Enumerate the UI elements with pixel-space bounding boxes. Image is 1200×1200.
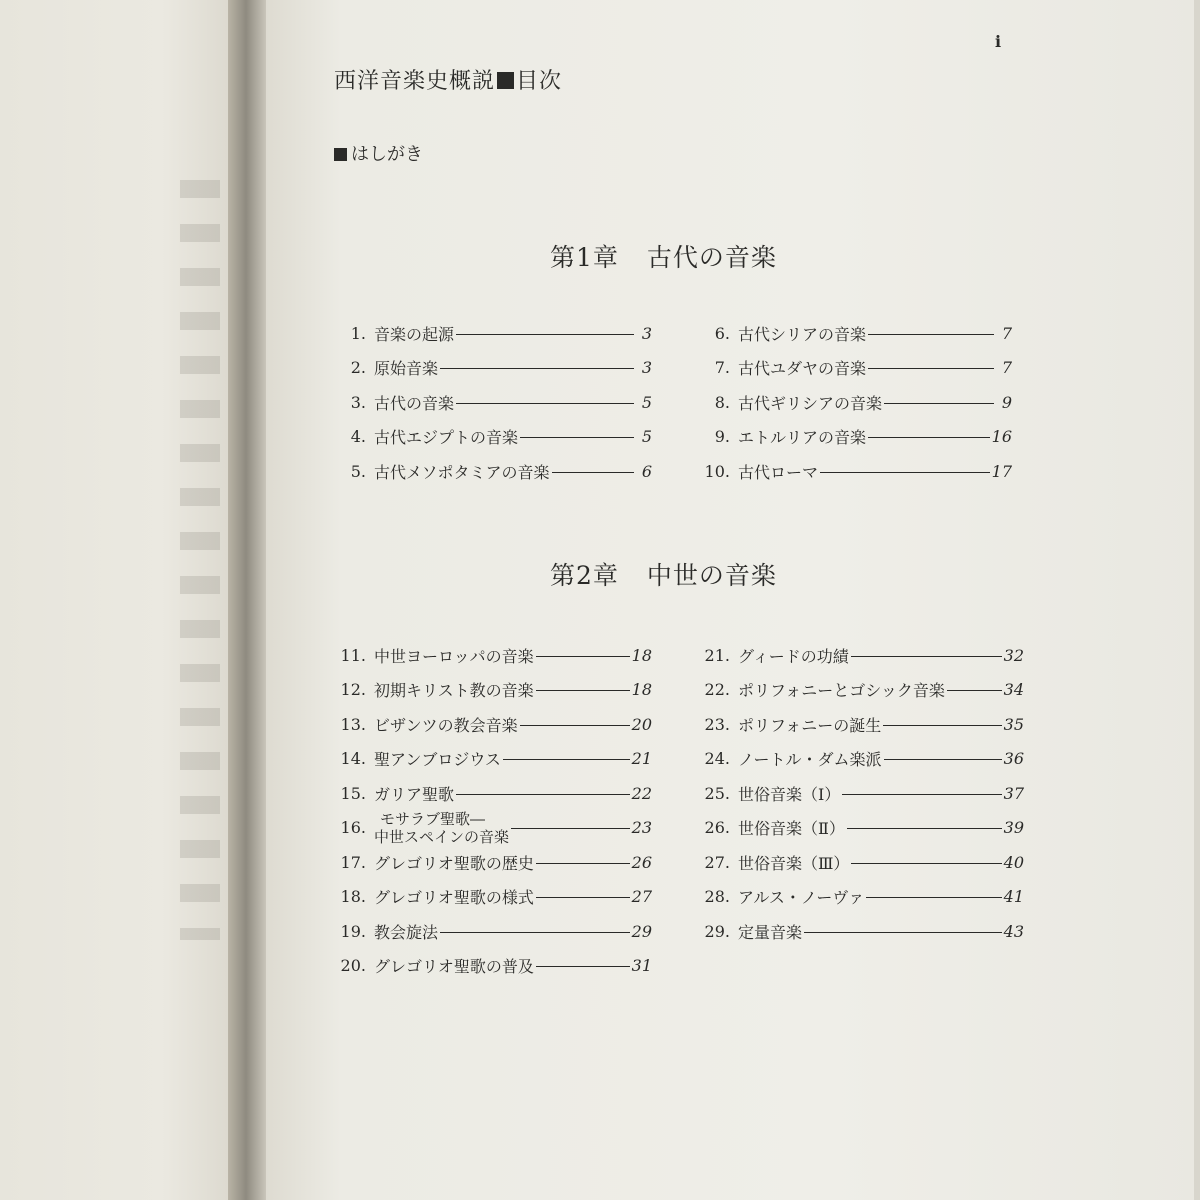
entry-page-number: 6 [641,461,652,481]
square-bullet-icon [334,148,347,161]
toc-entry [330,916,652,946]
leader-line [947,690,1002,691]
leader-line [536,966,630,967]
entry-number: 22. [704,680,730,699]
toc-entry [694,640,1024,670]
toc-entry [694,318,1012,348]
leader-line [804,932,1002,933]
entry-title: 定量音楽 [738,922,803,942]
entry-number: 8. [714,392,730,412]
entry-title: 古代ローマ [738,462,819,482]
entry-page-number: 17 [991,461,1012,481]
entry-page-number: 26 [631,852,652,872]
entry-page-number: 21 [631,749,652,768]
toc-entry [330,709,652,739]
left-page [0,0,232,1200]
entry-title: 原始音楽 [374,359,439,378]
entry-title: グレゴリオ聖歌の普及 [374,957,534,976]
entry-page-number: 41 [1003,887,1024,906]
leader-line [456,403,634,404]
entry-number: 15. [340,783,366,803]
entry-number: 10. [704,461,730,481]
entry-number: 7. [714,358,730,377]
chapter-1-heading [550,238,777,274]
leader-line [851,863,1001,864]
toc-entry [330,456,652,486]
entry-title: ビザンツの教会音楽 [374,715,518,735]
toc-entry [330,387,652,417]
chapter-title: 中世の音楽 [646,561,777,590]
entry-title: 中世ヨーロッパの音楽 [374,646,534,666]
toc-entry [330,778,652,808]
entry-number: 23. [704,714,730,734]
entry-page-number: 35 [1003,714,1024,734]
entry-number: 29. [704,921,730,941]
book-title-text: 西洋音楽史概説 [334,69,496,94]
toc-entry [330,882,652,912]
toc-entry [694,456,1012,486]
entry-number: 12. [340,680,366,699]
entry-title: エトルリアの音楽 [738,428,867,447]
entry-number: 3. [350,392,366,412]
entry-title: 古代の音楽 [374,393,455,413]
leader-line [520,437,634,438]
entry-number: 27. [704,852,730,872]
toc-entry [330,318,652,348]
entry-title: グィードの功績 [738,646,849,666]
entry-page-number: 29 [631,921,652,941]
entry-page-number: 40 [1003,852,1024,872]
leader-line [851,656,1002,657]
entry-title: 初期キリスト教の音楽 [374,681,534,700]
entry-title: 古代ユダヤの音楽 [738,359,867,378]
chapter-number: 第2章 [550,561,619,590]
entry-page-number: 3 [641,323,652,343]
entry-page-number: 9 [1001,392,1012,412]
entry-page-number: 22 [631,783,652,803]
toc-entry [694,387,1012,417]
leader-line [536,897,630,898]
leader-line [440,932,630,933]
toc-entry [694,882,1024,912]
toc-entry [694,778,1024,808]
entry-number: 9. [714,427,730,446]
preface-entry [334,140,423,166]
leader-line [866,897,1001,898]
entry-number: 18. [340,887,366,906]
entry-title: 世俗音楽（Ⅱ） [738,819,845,838]
toc-entry [694,916,1024,946]
toc-entry [694,675,1024,705]
entry-page-number: 5 [641,392,652,412]
entry-page-number: 43 [1003,921,1024,941]
entry-page-number: 16 [991,427,1012,446]
entry-page-number: 23 [631,818,652,837]
toc-entry [330,847,652,877]
entry-title: 古代シリアの音楽 [738,324,867,344]
entry-page-number: 37 [1003,783,1024,803]
leader-line [440,368,634,369]
entry-title: ガリア聖歌 [374,784,455,804]
leader-line [520,725,630,726]
entry-title-line: 中世スペインの音楽 [374,827,510,846]
entry-title-line: モサラブ聖歌― [380,809,486,828]
toc-entry [694,709,1024,739]
entry-title: 古代メソポタミアの音楽 [374,462,550,482]
entry-title: 古代エジプトの音楽 [374,428,519,447]
entry-number: 13. [340,714,366,734]
leader-line [456,794,630,795]
entry-number: 14. [340,749,366,768]
entry-title: 教会旋法 [374,922,439,942]
leader-line [552,472,634,473]
toc-entry [694,744,1024,774]
entry-page-number: 5 [641,427,652,446]
entry-number: 17. [340,852,366,872]
entry-number: 4. [350,427,366,446]
entry-page-number: 18 [631,680,652,699]
leader-line [456,334,634,335]
leader-line [511,828,630,829]
toc-entry [330,675,652,705]
entry-number: 11. [340,645,366,665]
entry-page-number: 7 [1001,358,1012,377]
leader-line [868,437,990,438]
entry-title: アルス・ノーヴァ [738,888,865,907]
leader-line [820,472,990,473]
entry-page-number: 20 [631,714,652,734]
entry-title: グレゴリオ聖歌の歴史 [374,853,534,873]
entry-page-number: 34 [1003,680,1024,699]
chapter-title: 古代の音楽 [646,243,777,272]
contents-label: 目次 [516,69,563,94]
toc-entry [330,353,652,383]
leader-line [536,656,630,657]
leader-line [847,828,1002,829]
entry-title: ポリフォニーとゴシック音楽 [738,681,945,700]
toc-entry [694,813,1024,843]
leader-line [884,403,994,404]
entry-number: 19. [340,921,366,941]
entry-page-number: 3 [641,358,652,377]
entry-number: 24. [704,749,730,768]
entry-page-number: 7 [1001,323,1012,343]
entry-number: 5. [350,461,366,481]
leader-line [842,794,1001,795]
entry-title: ノートル・ダム楽派 [738,750,882,769]
entry-number: 6. [714,323,730,343]
toc-entry [330,951,652,981]
book-gutter [228,0,268,1200]
bleed-through-text [180,180,220,940]
leader-line [884,759,1002,760]
leader-line [868,368,994,369]
entry-title: 音楽の起源 [374,324,455,344]
page-number: i [995,32,1002,51]
leader-line [536,863,630,864]
entry-title: 聖アンブロジウス [374,750,501,769]
entry-number: 21. [704,645,730,665]
entry-page-number: 36 [1003,749,1024,768]
entry-page-number: 18 [631,645,652,665]
entry-page-number: 27 [631,887,652,906]
entry-page-number: 31 [631,956,652,975]
right-page [266,0,1200,1200]
leader-line [536,690,630,691]
leader-line [503,759,630,760]
entry-number: 16. [340,818,366,837]
entry-title [374,810,509,846]
entry-number: 25. [704,783,730,803]
square-bullet-icon [497,72,514,89]
entry-title: 世俗音楽（Ⅰ） [738,784,841,804]
toc-entry [330,640,652,670]
book-title [334,64,562,95]
page-edge [1194,0,1200,1200]
leader-line [883,725,1001,726]
entry-number: 28. [704,887,730,906]
chapter-2-heading [550,556,777,592]
entry-number: 20. [340,956,366,975]
toc-entry [330,422,652,452]
toc-entry [330,744,652,774]
toc-entry [694,353,1012,383]
entry-page-number: 32 [1003,645,1024,665]
entry-page-number: 39 [1003,818,1024,837]
leader-line [868,334,994,335]
toc-entry [694,847,1024,877]
entry-number: 26. [704,818,730,837]
toc-entry [330,809,652,846]
entry-number: 1. [350,323,366,343]
entry-title: ポリフォニーの誕生 [738,715,882,735]
entry-title: グレゴリオ聖歌の様式 [374,888,534,907]
toc-entry [694,422,1012,452]
preface-label: はしがき [351,144,423,165]
entry-number: 2. [350,358,366,377]
chapter-number: 第1章 [550,243,619,272]
entry-title: 世俗音楽（Ⅲ） [738,853,850,873]
entry-title: 古代ギリシアの音楽 [738,393,883,413]
